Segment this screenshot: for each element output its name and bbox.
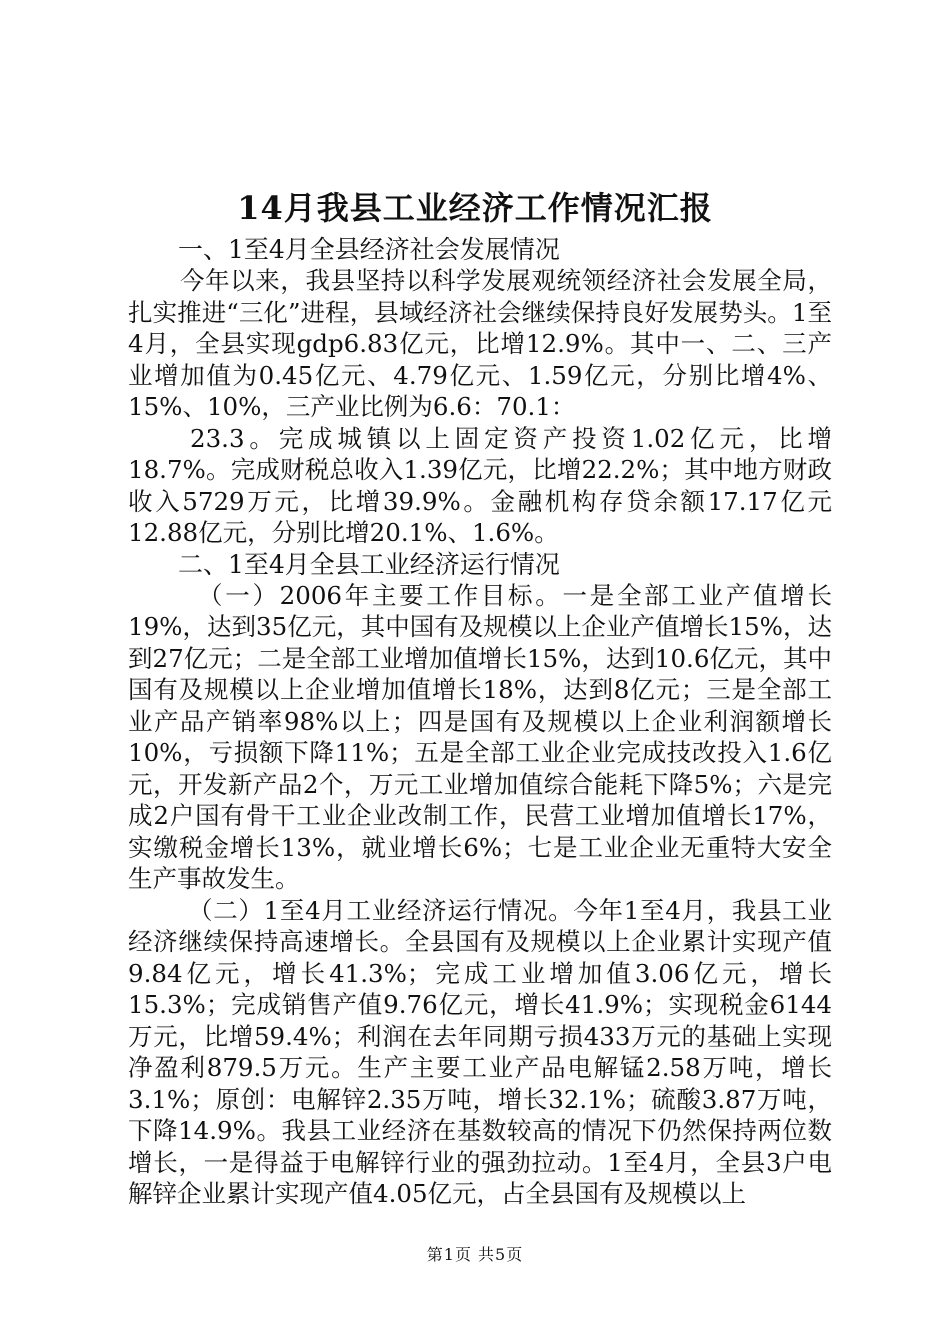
document-title: 14月我县工业经济工作情况汇报 — [237, 189, 713, 227]
paragraph-overview: 今年以来，我县坚持以科学发展观统领经济社会发展全局，扎实推进“三化”进程，县域经济社会继续保持良好发展势头。1至4月，全县实现gdp6.83亿元，比增12.9%。其中一、二、三产业增加值为0.45亿元、4.79亿元、1.59亿元，分别比增4%、15%、10%，三产业比例为6.6：70.1： — [128, 266, 832, 421]
document-body — [128, 234, 832, 1210]
paragraph-targets: （一）2006年主要工作目标。一是全部工业产值增长19%，达到35亿元，其中国有及规模以上企业产值增长15%，达到27亿元；二是全部工业增加值增长15%，达到10.6亿元，其中国有及规模以上企业增加值增长18%，达到8亿元；三是全部工业产品产销率98%以上；四是国有及规模以上企业利润额增长10%，亏损额下降11%；五是全部工业企业完成技改投入1.6亿元，开发新产品2个，万元工业增加值综合能耗下降5%；六是完成2户国有骨干工业企业改制工作，民营工业增加值增长17%，实缴税金增长13%，就业增长6%；七是工业企业无重特大安全生产事故发生。 — [128, 580, 832, 893]
page-number-footer: 第1页 共5页 — [426, 1245, 524, 1264]
section-heading-1: 一、1至4月全县经济社会发展情况 — [178, 235, 560, 264]
paragraph-operation: （二）1至4月工业经济运行情况。今年1至4月，我县工业经济继续保持高速增长。全县国有及规模以上企业累计实现产值9.84亿元，增长41.3%；完成工业增加值3.06亿元，增长15.3%；完成销售产值9.76亿元，增长41.9%；实现税金6144万元，比增59.4%；利润在去年同期亏损433万元的基础上实现净盈利879.5万元。生产主要工业产品电解锰2.58万吨，增长3.1%；原创：电解锌2.35万吨，增长32.1%；硫酸3.87万吨，下降14.9%。我县工业经济在基数较高的情况下仍然保持两位数增长，一是得益于电解锌行业的强劲拉动。1至4月，全县3户电解锌企业累计实现产值4.05亿元，占全县国有及规模以上 — [128, 895, 832, 1208]
paragraph-investment: 23.3。完成城镇以上固定资产投资1.02亿元，比增18.7%。完成财税总收入1.39亿元，比增22.2%；其中地方财政收入5729万元，比增39.9%。金融机构存贷余额17.17亿元12.88亿元，分别比增20.1%、1.6%。 — [128, 423, 832, 547]
section-heading-2: 二、1至4月全县工业经济运行情况 — [178, 549, 560, 579]
